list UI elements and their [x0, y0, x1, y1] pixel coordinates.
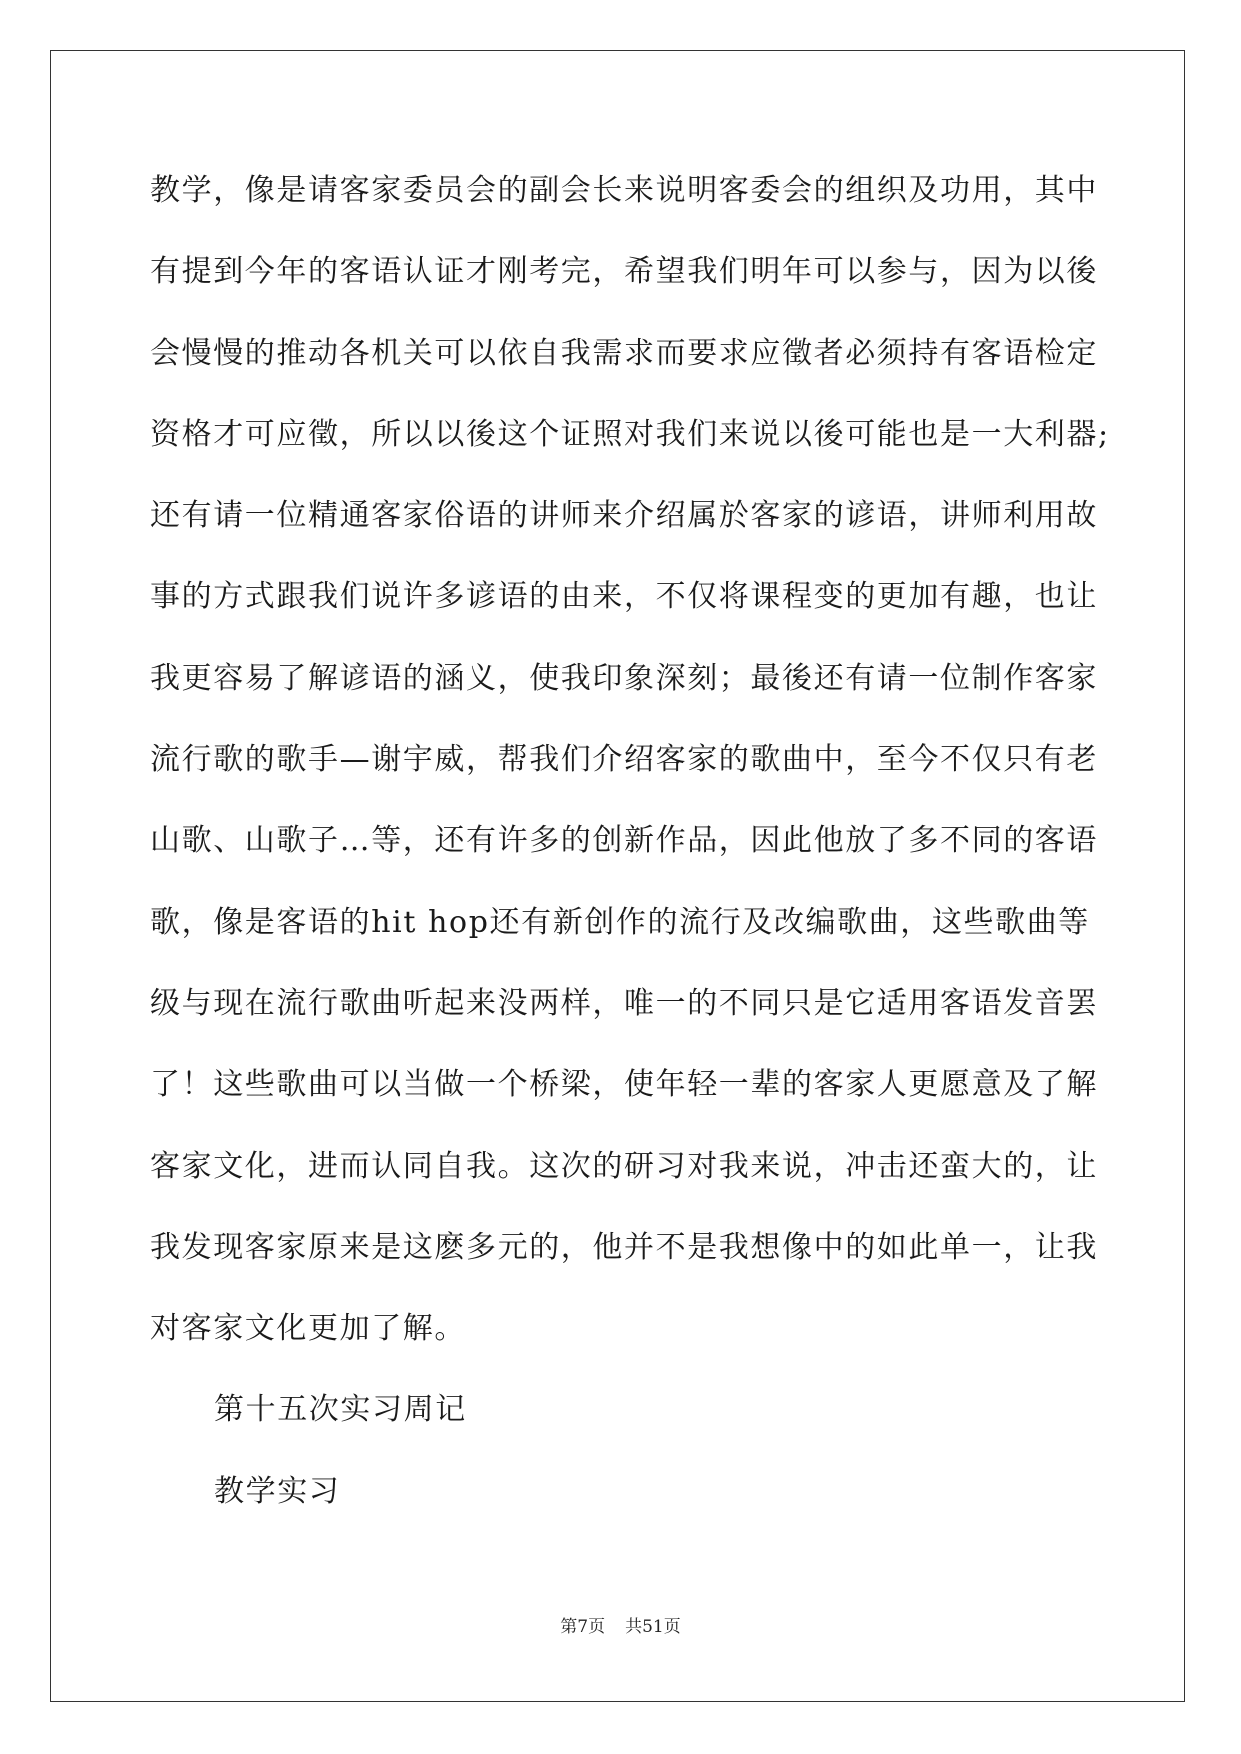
paragraph-line: 山歌、山歌子…等，还有许多的创新作品，因此他放了多不同的客语: [150, 823, 1098, 859]
paragraph-line: 对客家文化更加了解。: [150, 1311, 466, 1347]
paragraph-line: 我发现客家原来是这麽多元的，他并不是我想像中的如此单一，让我: [150, 1229, 1098, 1265]
paragraph-line: 事的方式跟我们说许多谚语的由来，不仅将课程变的更加有趣，也让: [150, 579, 1098, 615]
paragraph-line: 客家文化，进而认同自我。这次的研习对我来说，冲击还蛮大的，让: [150, 1148, 1098, 1184]
paragraph-line: 了！这些歌曲可以当做一个桥梁，使年轻一辈的客家人更愿意及了解: [150, 1067, 1098, 1103]
document-body: [150, 150, 1110, 1532]
paragraph-line: 级与现在流行歌曲听起来没两样，唯一的不同只是它适用客语发音罢: [150, 985, 1098, 1021]
paragraph-line: 教学，像是请客家委员会的副会长来说明客委会的组织及功用，其中: [150, 173, 1098, 208]
paragraph-line: 会慢慢的推动各机关可以依自我需求而要求应徵者必须持有客语检定: [150, 335, 1098, 371]
paragraph-line: 还有请一位精通客家俗语的讲师来介绍属於客家的谚语，讲师利用故: [150, 498, 1098, 534]
section-heading: 第十五次实习周记: [214, 1392, 467, 1428]
page-total: 共51页: [625, 1617, 681, 1637]
paragraph-line: 我更容易了解谚语的涵义，使我印象深刻；最後还有请一位制作客家: [150, 660, 1098, 696]
page-number: 第7页: [560, 1617, 606, 1637]
page-footer: [0, 1612, 1241, 1637]
paragraph-line: 有提到今年的客语认证才刚考完，希望我们明年可以参与，因为以後: [150, 254, 1098, 290]
paragraph-line: 歌，像是客语的hit hop还有新创作的流行及改编歌曲，这些歌曲等: [150, 904, 1090, 940]
paragraph-line: 流行歌的歌手—谢宇威，帮我们介绍客家的歌曲中，至今不仅只有老: [150, 742, 1098, 778]
paragraph-line: 资格才可应徵，所以以後这个证照对我们来说以後可能也是一大利器;: [150, 416, 1110, 452]
section-subheading: 教学实习: [214, 1473, 341, 1509]
